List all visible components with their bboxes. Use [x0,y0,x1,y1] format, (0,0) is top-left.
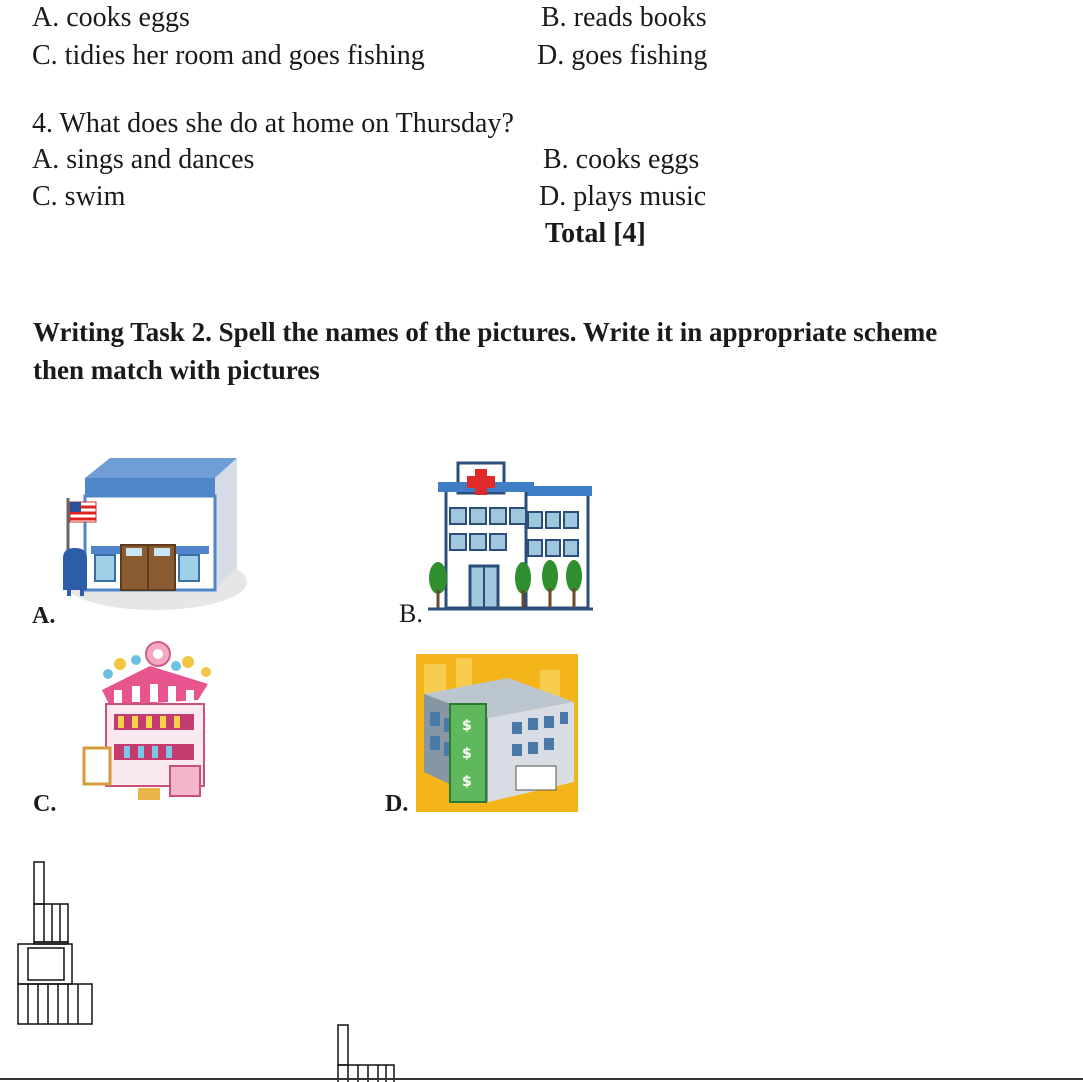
spelling-scheme-1[interactable] [14,860,96,1028]
q4-option-d: D. plays music [539,181,707,212]
total-score: Total [4] [545,218,646,249]
svg-text:$: $ [462,774,472,790]
bank-icon [416,654,578,812]
writing-task-heading-cont: then match with pictures [33,355,320,385]
post-office-icon [55,450,255,625]
q3-option-b: B. reads books [541,2,707,33]
spelling-scheme-2[interactable] [334,1022,398,1082]
svg-text:$: $ [462,746,472,762]
picture-label-b: B. [399,599,423,628]
picture-label-a: A. [32,603,56,629]
svg-text:$: $ [462,718,472,734]
picture-label-c: C. [33,791,57,817]
page-bottom-divider [0,1078,1083,1080]
hospital-icon [428,460,593,612]
q3-option-d: D. goes fishing [537,40,708,71]
q4-prompt: 4. What does she do at home on Thursday? [32,108,514,139]
q3-option-a: A. cooks eggs [32,2,190,33]
candy-shop-icon [80,640,225,810]
q4-option-b: B. cooks eggs [543,144,700,175]
q4-option-a: A. sings and dances [32,144,255,175]
q3-option-c: C. tidies her room and goes fishing [32,40,425,71]
picture-label-d: D. [385,791,409,817]
q4-option-c: C. swim [32,181,126,212]
writing-task-heading: Writing Task 2. Spell the names of the pictures. Write it in appropriate scheme [33,317,938,347]
